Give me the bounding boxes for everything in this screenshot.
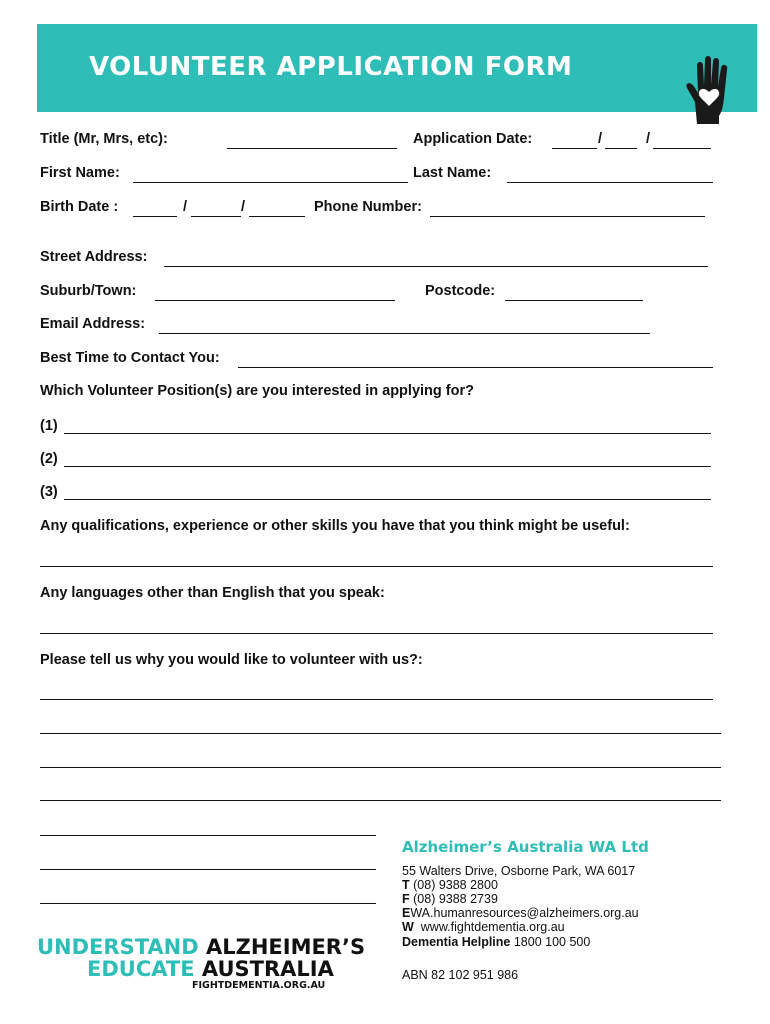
first-name-label: First Name: bbox=[40, 165, 120, 181]
email-value[interactable]: WA.humanresources@alzheimers.org.au bbox=[410, 906, 639, 920]
qualifications-field[interactable] bbox=[40, 566, 713, 567]
position-3-field[interactable] bbox=[64, 499, 711, 500]
form-title: VOLUNTEER APPLICATION FORM bbox=[89, 52, 573, 82]
phone-value: (08) 9388 2800 bbox=[413, 878, 498, 892]
date-separator: / bbox=[241, 199, 246, 215]
first-name-field[interactable] bbox=[133, 182, 408, 183]
birth-date-month-field[interactable] bbox=[191, 216, 241, 217]
logo-understand: UNDERSTAND bbox=[37, 935, 199, 959]
email-prefix: E bbox=[402, 906, 411, 920]
position-1-label: (1) bbox=[40, 418, 58, 434]
position-2-field[interactable] bbox=[64, 466, 711, 467]
phone-prefix: T bbox=[402, 878, 410, 892]
position-2-label: (2) bbox=[40, 451, 58, 467]
organisation-fax bbox=[402, 892, 498, 906]
postcode-label: Postcode: bbox=[425, 283, 496, 299]
qualifications-label: Any qualifications, experience or other skills you have that you think might be useful: bbox=[40, 518, 630, 534]
languages-label: Any languages other than English that you speak: bbox=[40, 585, 385, 601]
organisation-address: 55 Walters Drive, Osborne Park, WA 6017 bbox=[402, 864, 636, 878]
position-3-label: (3) bbox=[40, 484, 58, 500]
why-volunteer-line-3[interactable] bbox=[40, 767, 721, 768]
best-time-field[interactable] bbox=[238, 367, 713, 368]
logo-educate: EDUCATE bbox=[87, 957, 195, 981]
organisation-phone bbox=[402, 878, 498, 892]
best-time-label: Best Time to Contact You: bbox=[40, 350, 220, 366]
email-label: Email Address: bbox=[40, 316, 146, 332]
logo-alzheimers: ALZHEIMER’S bbox=[205, 935, 366, 959]
postcode-field[interactable] bbox=[505, 300, 643, 301]
last-name-field[interactable] bbox=[507, 182, 713, 183]
birth-date-year-field[interactable] bbox=[249, 216, 305, 217]
date-separator: / bbox=[183, 199, 188, 215]
suburb-label: Suburb/Town: bbox=[40, 283, 137, 299]
fight-dementia-logo bbox=[37, 935, 366, 991]
organisation-name: Alzheimer’s Australia WA Ltd bbox=[402, 838, 649, 856]
birth-date-label: Birth Date : bbox=[40, 199, 119, 215]
email-field[interactable] bbox=[159, 333, 650, 334]
languages-field[interactable] bbox=[40, 633, 713, 634]
why-volunteer-line-5[interactable] bbox=[40, 835, 376, 836]
phone-field[interactable] bbox=[430, 216, 705, 217]
why-volunteer-line-7[interactable] bbox=[40, 903, 376, 904]
fax-value: (08) 9388 2739 bbox=[413, 892, 498, 906]
why-volunteer-line-1[interactable] bbox=[40, 699, 713, 700]
organisation-web bbox=[402, 920, 565, 934]
title-label: Title (Mr, Mrs, etc): bbox=[40, 131, 168, 147]
web-prefix: W bbox=[402, 920, 414, 934]
street-address-field[interactable] bbox=[164, 266, 708, 267]
web-value[interactable]: www.fightdementia.org.au bbox=[420, 920, 565, 934]
why-volunteer-label: Please tell us why you would like to volunteer with us?: bbox=[40, 652, 423, 668]
application-date-day-field[interactable] bbox=[552, 148, 597, 149]
logo-line-1 bbox=[37, 935, 366, 959]
why-volunteer-line-4[interactable] bbox=[40, 800, 721, 801]
birth-date-day-field[interactable] bbox=[133, 216, 177, 217]
phone-label: Phone Number: bbox=[314, 199, 422, 215]
dementia-helpline bbox=[402, 935, 590, 949]
suburb-field[interactable] bbox=[155, 300, 395, 301]
street-address-label: Street Address: bbox=[40, 249, 148, 265]
hand-heart-icon bbox=[685, 54, 733, 128]
abn: ABN 82 102 951 986 bbox=[402, 968, 519, 982]
logo-url: FIGHTDEMENTIA.ORG.AU bbox=[192, 980, 326, 991]
application-date-label: Application Date: bbox=[413, 131, 533, 147]
date-separator: / bbox=[598, 131, 603, 147]
logo-australia: AUSTRALIA bbox=[201, 957, 334, 981]
position-1-field[interactable] bbox=[64, 433, 711, 434]
application-date-month-field[interactable] bbox=[605, 148, 637, 149]
application-date-year-field[interactable] bbox=[653, 148, 711, 149]
why-volunteer-line-2[interactable] bbox=[40, 733, 721, 734]
organisation-email bbox=[402, 906, 639, 920]
logo-line-2 bbox=[37, 958, 357, 980]
date-separator: / bbox=[646, 131, 651, 147]
why-volunteer-line-6[interactable] bbox=[40, 869, 376, 870]
form-header bbox=[37, 24, 757, 112]
helpline-value: 1800 100 500 bbox=[513, 935, 591, 949]
helpline-label: Dementia Helpline bbox=[402, 935, 511, 949]
last-name-label: Last Name: bbox=[413, 165, 492, 181]
title-field[interactable] bbox=[227, 148, 397, 149]
positions-question: Which Volunteer Position(s) are you interested in applying for? bbox=[40, 383, 474, 399]
fax-prefix: F bbox=[402, 892, 410, 906]
